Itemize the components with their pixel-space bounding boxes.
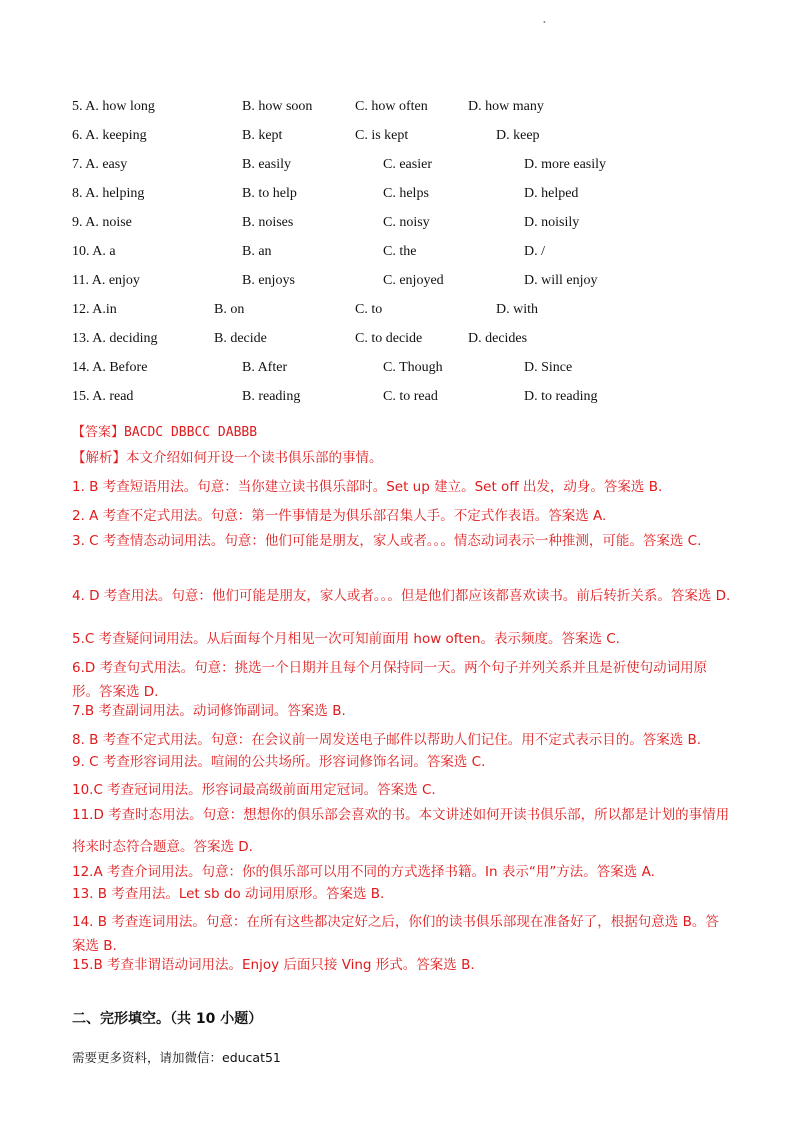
option-b: B. decide	[214, 331, 267, 346]
option-d: D. keep	[496, 128, 540, 143]
explanation-9: 9. C 考查形容词用法。喧闹的公共场所。形容词修饰名词。答案选 C.	[72, 754, 486, 770]
option-d: D. noisily	[524, 215, 580, 230]
option-a: 10. A. a	[72, 244, 116, 259]
option-d: D. helped	[524, 186, 579, 201]
explanation-15: 15.B 考查非谓语动词用法。Enjoy 后面只接 Ving 形式。答案选 B.	[72, 957, 475, 973]
option-c: C. helps	[383, 186, 429, 201]
option-c: C. how often	[355, 99, 428, 114]
explanation-13: 13. B 考查用法。Let sb do 动词用原形。答案选 B.	[72, 886, 385, 902]
option-b: B. kept	[242, 128, 283, 143]
option-b: B. on	[214, 302, 245, 317]
explanation-6: 6.D 考查句式用法。句意：挑选一个日期并且每个月保持同一天。两个句子并列关系并且是祈使句动词用原形。答案选 D.	[72, 660, 708, 700]
option-d: D. decides	[468, 331, 528, 346]
explanation-2: 2. A 考查不定式用法。句意：第一件事情是为俱乐部召集人手。不定式作表语。答案选 A.	[72, 508, 607, 524]
option-b: B. to help	[242, 186, 297, 201]
option-c: C. noisy	[383, 215, 430, 230]
header-mark: •	[543, 18, 546, 27]
option-a: 15. A. read	[72, 389, 134, 404]
option-d: D. with	[496, 302, 538, 317]
explanation-7: 7.B 考查副词用法。动词修饰副词。答案选 B.	[72, 703, 346, 719]
option-c: C. is kept	[355, 128, 409, 143]
option-b: B. noises	[242, 215, 294, 230]
answer-key: 【答案】BACDC DBBCC DABBB	[72, 425, 258, 440]
option-d: D. Since	[524, 360, 573, 375]
section-title: 二、完形填空。（共 10 小题）	[72, 1011, 263, 1027]
explanation-12: 12.A 考查介词用法。句意：你的俱乐部可以用不同的方式选择书籍。In 表示“用”方法。答案选 A.	[72, 864, 655, 880]
option-d: D. to reading	[524, 389, 598, 404]
option-b: B. how soon	[242, 99, 313, 114]
option-c: C. to	[355, 302, 383, 317]
explanation-14: 14. B 考查连词用法。句意：在所有这些都决定好之后，你们的读书俱乐部现在准备好了，根据句意选 B。答案选 B.	[72, 914, 719, 954]
option-b: B. an	[242, 244, 272, 259]
option-d: D. will enjoy	[524, 273, 598, 288]
explanation-4: 4. D 考查用法。句意：他们可能是朋友，家人或者。。。但是他们都应该都喜欢读书。前后转折关系。答案选 D.	[72, 588, 731, 604]
option-a: 8. A. helping	[72, 186, 145, 201]
explanation-5: 5.C 考查疑问词用法。从后面每个月相见一次可知前面用 how often。表示频度。答案选 C.	[72, 631, 620, 647]
explanation-11: 11.D 考查时态用法。句意：想想你的俱乐部会喜欢的书。本文讲述如何开读书俱乐部，所以都是计划的事情用将来时态符合题意。答案选 D.	[72, 807, 730, 855]
explanation-1: 1. B 考查短语用法。句意：当你建立读书俱乐部时。Set up 建立。Set off 出发，动身。答案选 B.	[72, 479, 663, 495]
option-a: 7. A. easy	[72, 157, 128, 172]
option-a: 13. A. deciding	[72, 331, 158, 346]
footer-note: 需要更多资料，请加微信：educat51	[72, 1050, 281, 1065]
option-c: C. enjoyed	[383, 273, 444, 288]
option-a: 12. A.in	[72, 302, 117, 317]
option-c: C. to read	[383, 389, 438, 404]
option-c: C. the	[383, 244, 417, 259]
option-d: D. how many	[468, 99, 544, 114]
option-a: 9. A. noise	[72, 215, 132, 230]
option-c: C. easier	[383, 157, 432, 172]
explanation-8: 8. B 考查不定式用法。句意：在会议前一周发送电子邮件以帮助人们记住。用不定式表示目的。答案选 B.	[72, 732, 702, 748]
option-b: B. easily	[242, 157, 291, 172]
option-a: 11. A. enjoy	[72, 273, 140, 288]
option-b: B. After	[242, 360, 288, 375]
option-d: D. more easily	[524, 157, 607, 172]
option-b: B. enjoys	[242, 273, 295, 288]
option-a: 6. A. keeping	[72, 128, 147, 143]
explanation-10: 10.C 考查冠词用法。形容词最高级前面用定冠词。答案选 C.	[72, 782, 436, 798]
option-a: 14. A. Before	[72, 360, 148, 375]
option-c: C. Though	[383, 360, 443, 375]
explanation-3: 3. C 考查情态动词用法。句意：他们可能是朋友，家人或者。。。情态动词表示一种推测，可能。答案选 C.	[72, 533, 702, 549]
option-c: C. to decide	[355, 331, 423, 346]
analysis-intro: 【解析】本文介绍如何开设一个读书俱乐部的事情。	[72, 450, 383, 466]
option-d: D. /	[524, 244, 545, 259]
option-a: 5. A. how long	[72, 99, 155, 114]
option-b: B. reading	[242, 389, 301, 404]
